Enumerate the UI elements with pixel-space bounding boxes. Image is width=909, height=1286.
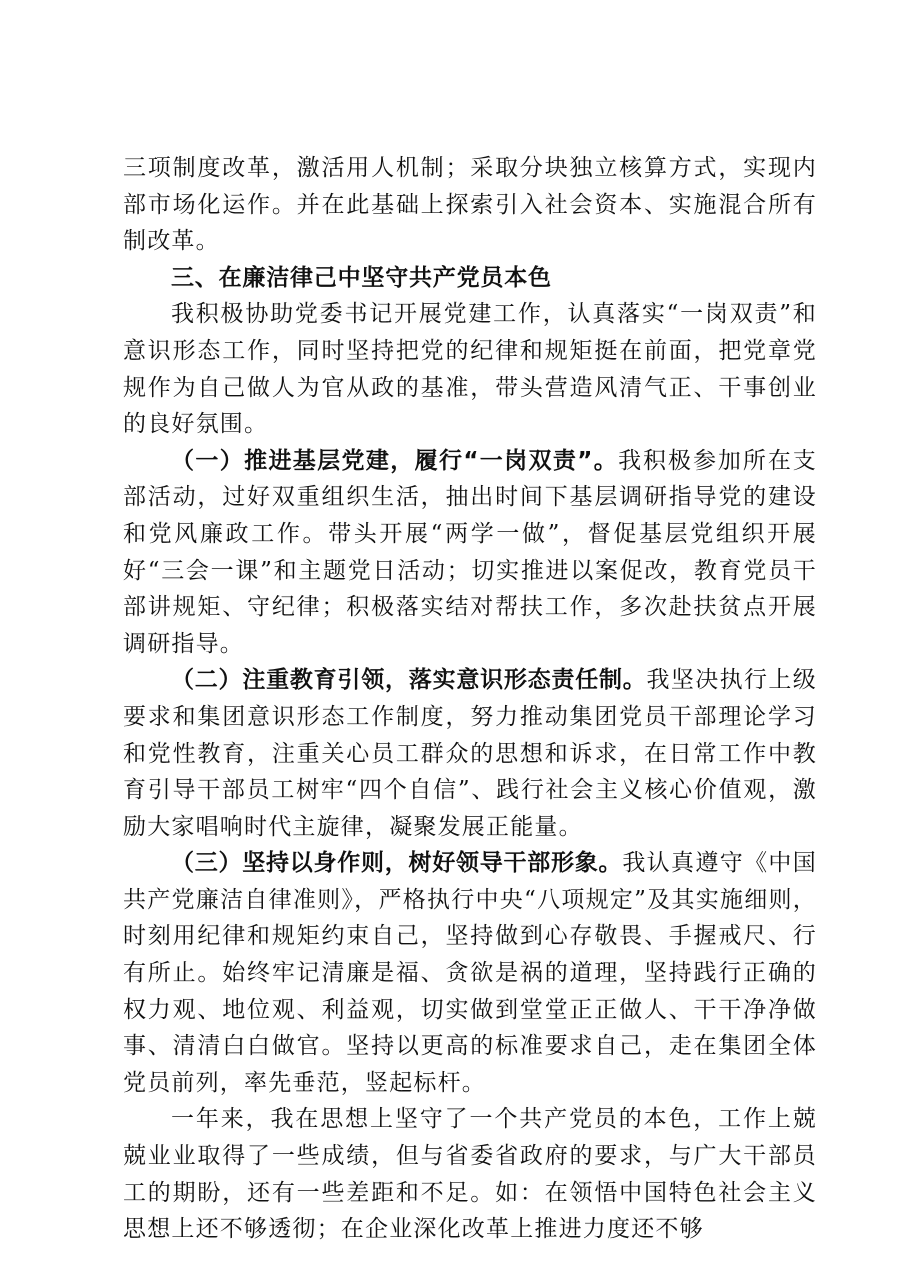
- paragraph-item-3: [123, 845, 817, 1101]
- item-2-body: 我坚决执行上级要求和集团意识形态工作制度，努力推动集团党员干部理论学习和党性教育，注重关心员工群众的思想和诉求，在日常工作中教育引导干部员工树牢“四个自信”、践行社会主义核心价值观，激励大家唱响时代主旋律，凝聚发展正能量。: [123, 667, 818, 840]
- document-body: [123, 150, 817, 1248]
- item-3-title: （三）坚持以身作则，树好领导干部形象。: [171, 850, 623, 877]
- paragraph-section-intro: 我积极协助党委书记开展党建工作，认真落实“一岗双责”和意识形态工作，同时坚持把党的纪律和规矩挺在前面，把党章党规作为自己做人为官从政的基准，带头营造风清气正、干事创业的良好氛围。: [123, 301, 817, 438]
- section-heading: 三、在廉洁律己中坚守共产党员本色: [171, 264, 552, 291]
- item-1-title: （一）推进基层党建，履行“一岗双责”。: [171, 447, 619, 474]
- item-2-title: （二）注重教育引领，落实意识形态责任制。: [171, 667, 647, 694]
- paragraph-item-2: [123, 662, 817, 845]
- paragraph-item-1: [123, 443, 817, 663]
- item-1-body: 我积极参加所在支部活动，过好双重组织生活，抽出时间下基层调研指导党的建设和党风廉政工作。带头开展“两学一做”，督促基层党组织开展好“三会一课”和主题党日活动；切实推进以案促改，教育党员干部讲规矩、守纪律；积极落实结对帮扶工作，多次赴扶贫点开展调研指导。: [123, 447, 817, 657]
- paragraph-intro: 三项制度改革，激活用人机制；采取分块独立核算方式，实现内部市场化运作。并在此基础上探索引入社会资本、实施混合所有制改革。: [123, 155, 817, 255]
- paragraph-conclusion: 一年来，我在思想上坚守了一个共产党员的本色，工作上兢兢业业取得了一些成绩，但与省委省政府的要求，与广大干部员工的期盼，还有一些差距和不足。如：在领悟中国特色社会主义思想上还不够透彻；在企业深化改革上推进力度还不够: [123, 1106, 817, 1243]
- item-3-body: 我认真遵守《中国共产党廉洁自律准则》，严格执行中央“八项规定”及其实施细则，时刻用纪律和规矩约束自己，坚持做到心存敬畏、手握戒尺、行有所止。始终牢记清廉是福、贪欲是祸的道理，坚持践行正确的权力观、地位观、利益观，切实做到堂堂正正做人、干干净净做事、清清白白做官。坚持以更高的标准要求自己，走在集团全体党员前列，率先垂范，竖起标杆。: [123, 850, 817, 1096]
